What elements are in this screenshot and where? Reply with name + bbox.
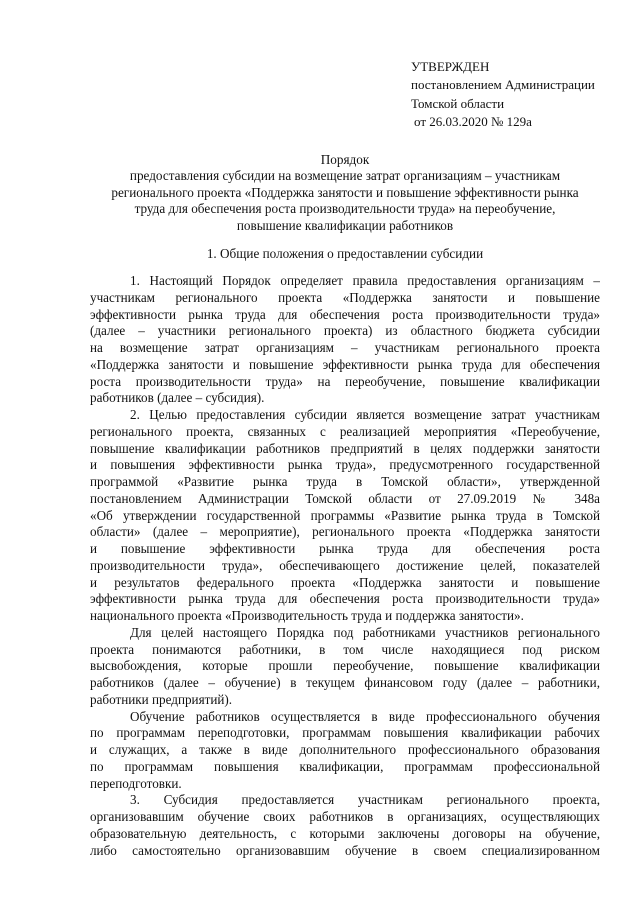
paragraph-line: области» (далее – мероприятие), регионального проекта «Поддержка занятости bbox=[90, 524, 600, 540]
paragraph-line: повышение квалификации работников предприятий в целях поддержки занятости bbox=[90, 440, 600, 456]
paragraph bbox=[90, 407, 600, 625]
paragraph-line: и повышения эффективности рынка труда», предусмотренного государственной bbox=[90, 457, 600, 473]
paragraph-line: 2. Целью предоставления субсидии является возмещение затрат участникам bbox=[130, 407, 600, 422]
title-line: Порядок bbox=[320, 152, 370, 167]
approval-line: Томской области bbox=[411, 95, 505, 111]
paragraph bbox=[90, 625, 600, 709]
approval-line: постановлением Администрации bbox=[411, 77, 595, 93]
paragraph-line: эффективности рынка труда для обеспечения роста производительности труда» bbox=[90, 306, 600, 322]
paragraph-line: на возмещение затрат организациям – участникам регионального проекта bbox=[90, 340, 600, 355]
paragraph-line: постановлением Администрации Томской области от 27.09.2019 № 348а bbox=[90, 490, 600, 506]
paragraph-line: высвобождения, которые прошли переобучение, повышение квалификации bbox=[90, 658, 600, 674]
paragraph-line: «Об утверждении государственной программы «Развитие рынка труда в Томской bbox=[90, 507, 600, 523]
paragraph-line: и повышение эффективности рынка труда для обеспечения роста bbox=[90, 541, 600, 556]
approval-title: УТВЕРЖДЕН bbox=[411, 59, 490, 74]
paragraph-line: 3. Субсидия предоставляется участникам регионального проекта, bbox=[130, 792, 600, 808]
paragraph-line: по программам повышения квалификации, программам профессиональной bbox=[90, 758, 600, 774]
paragraph-line: по программам переподготовки, программам повышения квалификации рабочих bbox=[90, 725, 600, 741]
paragraph-line: Для целей настоящего Порядка под работниками участников регионального bbox=[130, 624, 600, 640]
paragraph bbox=[90, 273, 600, 407]
section-heading: 1. Общие положения о предоставлении субсидии bbox=[206, 246, 484, 261]
title-line: повышение квалификации работников bbox=[236, 217, 454, 233]
paragraph-line: регионального проекта, связанных с реализацией мероприятия «Переобучение, bbox=[90, 423, 600, 439]
paragraph-line: участникам регионального проекта «Поддержка занятости и повышение bbox=[90, 289, 600, 305]
paragraph-line: работников (далее – обучение) в текущем финансовом году (далее – работники, bbox=[90, 675, 600, 690]
paragraph-line: образовательную деятельность, с которыми заключены договоры на обучение, bbox=[90, 825, 600, 841]
paragraph-line: работники предприятий). bbox=[90, 691, 233, 707]
paragraph-line: организовавшим обучение своих работников в организациях, осуществляющих bbox=[90, 809, 600, 824]
paragraph-line: роста производительности труда» на переобучение, повышение квалификации bbox=[90, 373, 600, 389]
paragraph-line: «Поддержка занятости и повышение эффективности рынка труда для обеспечения bbox=[90, 356, 600, 372]
paragraph-line: 1. Настоящий Порядок определяет правила предоставления организациям – bbox=[130, 273, 600, 288]
paragraph-line: производительности труда», обеспечивающего достижение целей, показателей bbox=[90, 557, 600, 573]
paragraph-line: (далее – участники регионального проекта) из областного бюджета субсидии bbox=[90, 323, 600, 339]
paragraph-line: переподготовки. bbox=[90, 775, 182, 791]
paragraph-line: Обучение работников осуществляется в виде профессионального обучения bbox=[130, 708, 600, 724]
paragraph bbox=[90, 709, 600, 793]
title-line: труда для обеспечения роста производительности труда» на переобучение, bbox=[134, 201, 556, 217]
paragraph-line: проекта понимаются работники, в том числе находящиеся под риском bbox=[90, 641, 600, 657]
title-line: регионального проекта «Поддержка занятости и повышение эффективности рынка bbox=[111, 184, 579, 200]
document-title bbox=[90, 152, 600, 234]
body-text bbox=[90, 273, 600, 859]
paragraph-line: программой «Развитие рынка труда в Томской области», утвержденной bbox=[90, 474, 600, 489]
approval-stamp bbox=[411, 58, 595, 131]
paragraph-line: работников (далее – субсидия). bbox=[90, 390, 265, 406]
paragraph-line: либо самостоятельно организовавшим обучение в своем специализированном bbox=[90, 842, 600, 858]
paragraph-line: эффективности рынка труда для обеспечения роста производительности труда» bbox=[90, 591, 600, 607]
approval-date: от 26.03.2020 № 129а bbox=[414, 113, 532, 129]
paragraph-line: и результатов федерального проекта «Поддержка занятости и повышение bbox=[90, 574, 600, 590]
paragraph-line: национального проекта «Производительность труда и поддержка занятости». bbox=[90, 608, 524, 623]
paragraph bbox=[90, 792, 600, 859]
paragraph-line: и служащих, а также в виде дополнительного профессионального образования bbox=[90, 742, 600, 757]
title-line: предоставления субсидии на возмещение затрат организациям – участникам bbox=[129, 168, 561, 184]
